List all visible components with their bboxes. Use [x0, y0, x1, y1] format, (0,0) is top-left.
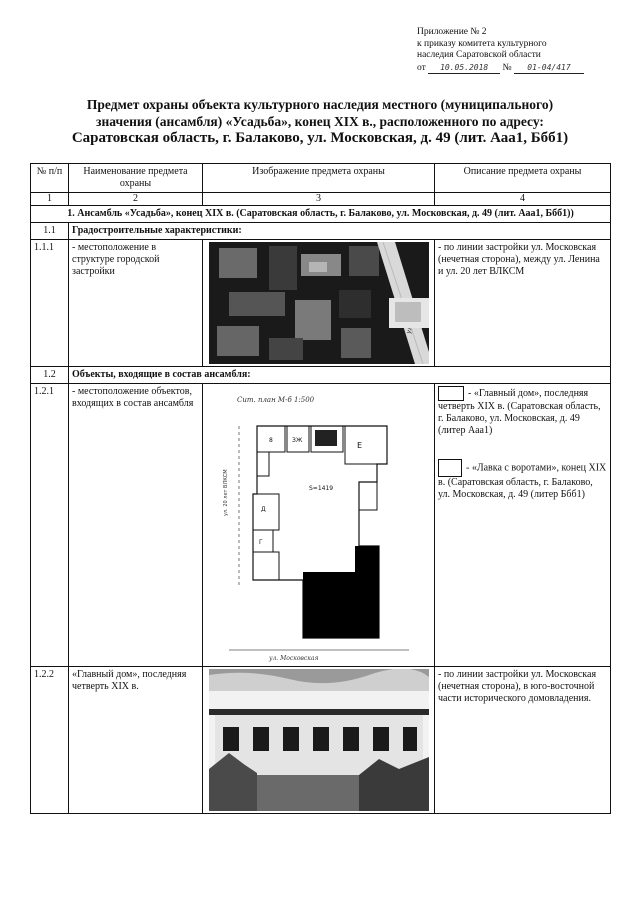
svg-text:S=1419: S=1419: [309, 485, 334, 492]
svg-text:ул. 20 лет ВЛКСМ: ул. 20 лет ВЛКСМ: [223, 469, 229, 516]
title-line-1: Предмет охраны объекта культурного наследия местного (муниципального): [86, 97, 554, 112]
col-number-2: 2: [69, 193, 203, 206]
row-num: 1.2: [31, 367, 69, 384]
row-num: 1.2.2: [31, 667, 69, 814]
table-row: [31, 384, 611, 667]
row-desc: - по линии застройки ул. Московская (нечетная сторона), в юго-восточной части исторического домовладения.: [435, 667, 611, 814]
row-num: 1.1: [31, 223, 69, 240]
svg-text:ЗЖ: ЗЖ: [292, 437, 303, 444]
header-num: № п/п: [31, 164, 69, 193]
header-image: Изображение предмета охраны: [203, 164, 435, 193]
svg-text:Д: Д: [261, 506, 266, 513]
title-line-2: значения (ансамбля) «Усадьба», конец XIX в., расположенного по адресу:: [96, 114, 544, 129]
date-value: 10.05.2018: [428, 62, 500, 75]
row-image-cell: [203, 667, 435, 814]
legend-item-main-house: [438, 386, 607, 437]
row-num: 1.2.1: [31, 384, 69, 667]
number-prefix: №: [502, 62, 512, 73]
appendix-line-1: Приложение № 2: [417, 27, 487, 37]
building-photo: [209, 669, 429, 811]
table-row: [31, 367, 611, 384]
legend-box-white: [438, 386, 464, 401]
table-row: [31, 240, 611, 367]
legend-text: - «Главный дом», последняя четверть XIX в. (Саратовская область, г. Балаково, ул. Московская, д. 49 (литер Ааа1): [438, 387, 601, 436]
table-header-row: [31, 164, 611, 193]
row-name: - местоположение в структуре городской застройки: [69, 240, 203, 367]
section-title: 1. Ансамбль «Усадьба», конец XIX в. (Саратовская область, г. Балаково, ул. Московская, д. 49 (лит. Ааа1, Ббб1)): [31, 206, 611, 223]
svg-text:Е: Е: [357, 441, 363, 450]
section-title-row: [31, 206, 611, 223]
site-plan: [209, 386, 429, 664]
row-legend-cell: [435, 384, 611, 667]
svg-text:8: 8: [269, 437, 273, 444]
legend-text: - «Лавка с воротами», конец XIX в. (Саратовская область, г. Балаково, ул. Московская, д. 49 (литер Ббб1): [438, 462, 607, 500]
number-value: 01-04/417: [514, 62, 584, 75]
table-row: [31, 223, 611, 240]
appendix-line-3: наследия Саратовской области: [417, 50, 541, 60]
row-image-cell: [203, 240, 435, 367]
page-title: [30, 96, 610, 147]
protection-table: [30, 163, 611, 814]
row-num: 1.1.1: [31, 240, 69, 367]
column-number-row: [31, 193, 611, 206]
row-label: Объекты, входящие в состав ансамбля:: [69, 367, 611, 384]
appendix-header: [417, 27, 627, 74]
row-label: Градостроительные характеристики:: [69, 223, 611, 240]
appendix-date-line: [417, 62, 627, 75]
col-number-1: 1: [31, 193, 69, 206]
title-line-3: Саратовская область, г. Балаково, ул. Московская, д. 49 (лит. Ааа1, Ббб1): [71, 130, 569, 146]
aerial-photo: [209, 242, 429, 364]
row-image-cell: [203, 384, 435, 667]
row-desc: - по линии застройки ул. Московская (нечетная сторона), между ул. Ленина и ул. 20 лет ВЛКСМ: [435, 240, 611, 367]
col-number-3: 3: [203, 193, 435, 206]
plan-title: Сит. план М-б 1:500: [237, 396, 315, 404]
appendix-line-2: к приказу комитета культурного: [417, 38, 547, 49]
row-name: - местоположение объектов, входящих в состав ансамбля: [69, 384, 203, 667]
row-name: «Главный дом», последняя четверть XIX в.: [69, 667, 203, 814]
plan-street-label: ул. Московская: [269, 655, 319, 662]
svg-text:Г: Г: [259, 539, 263, 546]
header-name: Наименование предмета охраны: [69, 164, 203, 193]
col-number-4: 4: [435, 193, 611, 206]
table-row: [31, 667, 611, 814]
legend-item-shop: [438, 459, 607, 501]
date-prefix: от: [417, 62, 426, 73]
header-desc: Описание предмета охраны: [435, 164, 611, 193]
legend-box-white: [438, 459, 462, 477]
